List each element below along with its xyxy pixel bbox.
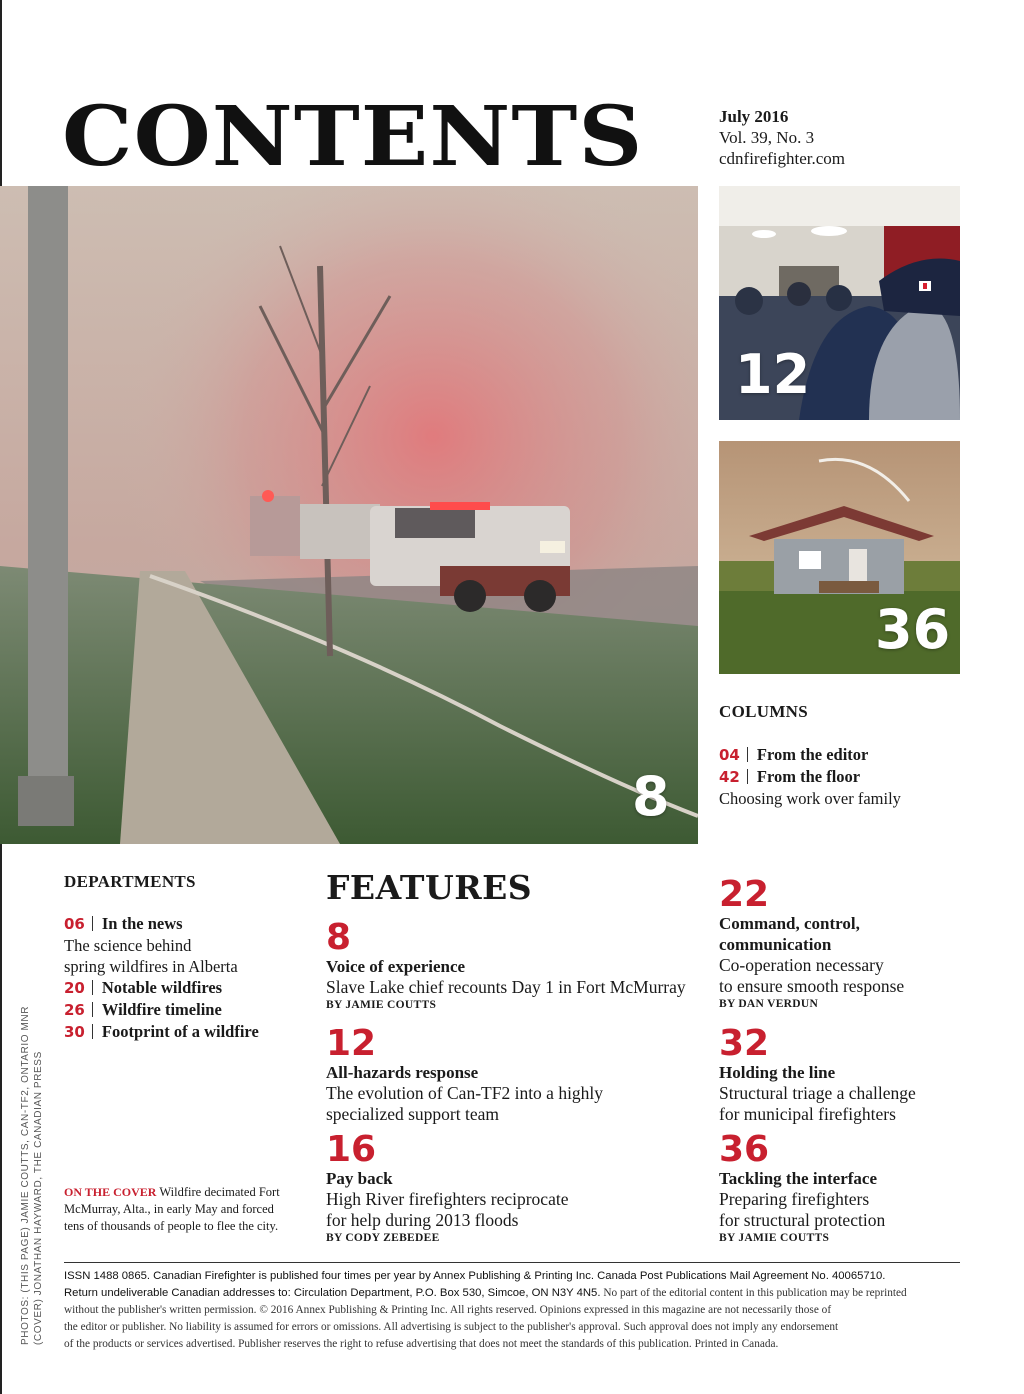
feature-desc: Preparing firefighters xyxy=(719,1189,870,1209)
issue-info xyxy=(719,106,845,169)
feature-item[interactable] xyxy=(326,917,706,1012)
footer-line: ISSN 1488 0865. Canadian Firefighter is published four times per year by Annex Publishing & Printing Inc. Canada Post Publications Mail Agreement No. 40065710. xyxy=(64,1270,886,1282)
feature-page: 22 xyxy=(719,874,770,915)
cover-text: Wildfire decimated Fort xyxy=(159,1185,280,1199)
columns-heading: COLUMNS xyxy=(719,702,808,721)
thumb2-page-number: 36 xyxy=(875,598,951,661)
department-item[interactable] xyxy=(64,977,259,999)
footer-line: Return undeliverable Canadian addresses to: Circulation Department, P.O. Box 530, Simcoe, ON N3Y 4N5. xyxy=(64,1287,601,1299)
feature-desc: Slave Lake chief recounts Day 1 in Fort McMurray xyxy=(326,977,686,997)
feature-page: 12 xyxy=(326,1023,377,1064)
feature-desc: High River firefighters reciprocate xyxy=(326,1189,569,1209)
feature-desc: for municipal firefighters xyxy=(719,1104,896,1124)
credit-line: (COVER) JONATHAN HAYWARD, THE CANADIAN PRESS xyxy=(33,1051,44,1345)
separator xyxy=(92,980,93,995)
department-page: 30 xyxy=(64,1023,85,1041)
feature-title: Holding the line xyxy=(719,1063,836,1082)
separator xyxy=(92,1024,93,1039)
feature-byline: BY JAMIE COUTTS xyxy=(326,999,437,1011)
department-item[interactable] xyxy=(64,913,259,935)
feature-item[interactable] xyxy=(719,1023,959,1125)
feature-page: 8 xyxy=(326,917,352,958)
thumb-cabin-sprinkler-photo[interactable] xyxy=(719,441,960,674)
department-title: Footprint of a wildfire xyxy=(101,1022,259,1041)
main-wildfire-photo[interactable] xyxy=(0,186,698,844)
credit-line: PHOTOS: (THIS PAGE) JAMIE COUTTS, CAN-TF2, ONTARIO MNR xyxy=(20,1005,31,1345)
feature-desc: to ensure smooth response xyxy=(719,976,905,996)
column-title: From the editor xyxy=(756,745,869,764)
feature-page: 16 xyxy=(326,1129,377,1170)
features-heading: FEATURES xyxy=(326,868,533,907)
photo-credits xyxy=(19,1006,45,1345)
cover-text: McMurray, Alta., in early May and forced xyxy=(64,1202,274,1216)
column-item[interactable] xyxy=(719,744,901,766)
footer-line: the editor or publisher. No liability is assumed for errors or omissions. All advertising is subject to the publisher's approval. Such approval does not imply any endorsement xyxy=(64,1321,839,1333)
website-link[interactable]: cdnfirefighter.com xyxy=(719,149,846,168)
feature-page: 36 xyxy=(719,1129,770,1170)
separator xyxy=(747,769,748,784)
column-subtitle: Choosing work over family xyxy=(719,789,901,808)
wildfire-street-image xyxy=(0,186,698,844)
column-page: 04 xyxy=(719,746,740,764)
page-title: CONTENTS xyxy=(62,89,644,185)
feature-title: Command, control, xyxy=(719,914,860,933)
feature-title: Voice of experience xyxy=(326,957,466,976)
issue-date: July 2016 xyxy=(719,107,789,126)
department-page: 06 xyxy=(64,915,85,933)
footer-line: No part of the editorial content in this publication may be reprinted xyxy=(603,1287,907,1299)
separator xyxy=(92,916,93,931)
feature-title: Pay back xyxy=(326,1169,393,1188)
separator xyxy=(92,1002,93,1017)
publication-footer xyxy=(64,1268,960,1353)
feature-desc: Co-operation necessary xyxy=(719,955,884,975)
department-title: Wildfire timeline xyxy=(101,1000,222,1019)
columns-list xyxy=(719,744,901,809)
department-desc: spring wildfires in Alberta xyxy=(64,957,238,976)
feature-byline: BY DAN VERDUN xyxy=(719,998,819,1010)
feature-desc: Structural triage a challenge xyxy=(719,1083,916,1103)
column-page: 42 xyxy=(719,768,740,786)
department-item[interactable] xyxy=(64,999,259,1021)
feature-page: 32 xyxy=(719,1023,770,1064)
departments-list xyxy=(64,913,259,1043)
feature-desc: The evolution of Can-TF2 into a highly xyxy=(326,1083,604,1103)
issue-volume: Vol. 39, No. 3 xyxy=(719,128,815,147)
cover-text: tens of thousands of people to flee the city. xyxy=(64,1219,279,1233)
department-title: Notable wildfires xyxy=(101,978,223,997)
feature-item[interactable] xyxy=(326,1023,706,1125)
main-photo-page-number: 8 xyxy=(632,765,670,828)
feature-desc: specialized support team xyxy=(326,1104,499,1124)
feature-item[interactable] xyxy=(719,1129,959,1245)
feature-title: All-hazards response xyxy=(326,1063,479,1082)
footer-line: of the products or services advertised. Publisher reserves the right to refuse advertising that does not meet the standards of this publication. Printed in Canada. xyxy=(64,1338,779,1350)
department-desc: The science behind xyxy=(64,936,192,955)
department-title: In the news xyxy=(101,914,183,933)
thumb1-page-number: 12 xyxy=(735,343,811,406)
department-page: 26 xyxy=(64,1001,85,1019)
department-page: 20 xyxy=(64,979,85,997)
separator xyxy=(747,747,748,762)
thumb-command-centre-photo[interactable] xyxy=(719,186,960,420)
feature-item[interactable] xyxy=(719,874,959,1011)
feature-item[interactable] xyxy=(326,1129,706,1245)
feature-title: communication xyxy=(719,935,832,954)
cover-caption xyxy=(64,1184,304,1235)
feature-byline: BY CODY ZEBEDEE xyxy=(326,1232,440,1244)
feature-byline: BY JAMIE COUTTS xyxy=(719,1232,830,1244)
column-item[interactable] xyxy=(719,766,901,788)
feature-desc: for structural protection xyxy=(719,1210,886,1230)
cover-label: ON THE COVER xyxy=(64,1185,157,1199)
feature-title: Tackling the interface xyxy=(719,1169,878,1188)
footer-line: without the publisher's written permission. © 2016 Annex Publishing & Printing Inc. All rights reserved. Opinions expressed in this magazine are not necessarily those of xyxy=(64,1304,832,1316)
department-item[interactable] xyxy=(64,1021,259,1043)
departments-heading: DEPARTMENTS xyxy=(64,872,196,891)
column-title: From the floor xyxy=(756,767,861,786)
footer-divider xyxy=(64,1262,960,1263)
feature-desc: for help during 2013 floods xyxy=(326,1210,519,1230)
